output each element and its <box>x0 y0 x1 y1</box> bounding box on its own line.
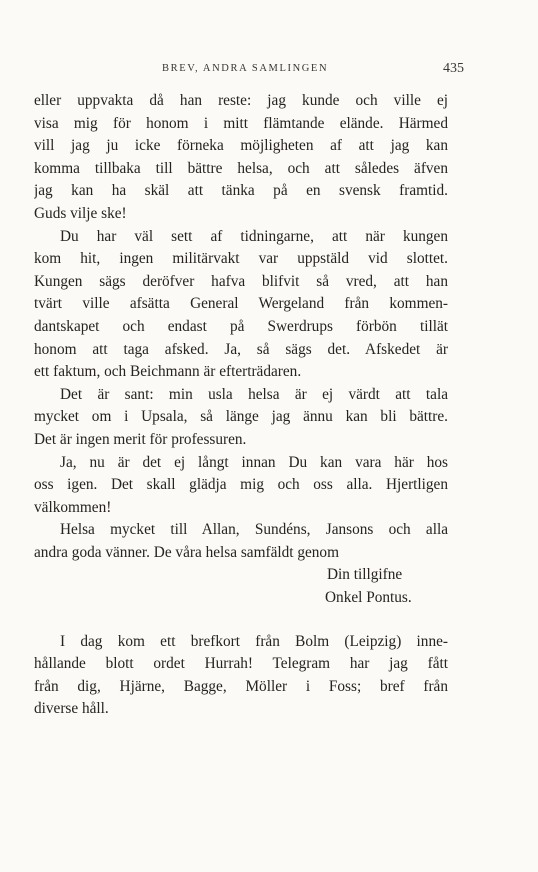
page-number: 435 <box>443 61 464 76</box>
letter-body <box>34 90 448 721</box>
text-line: Guds vilje ske! <box>34 204 127 222</box>
text-line: ett faktum, och Beichmann är efterträdaren. <box>34 363 302 381</box>
text-line: Kungen sägs deröfver hafva blifvit så vred, att han <box>34 272 448 290</box>
signature-name: Onkel Pontus. <box>325 589 412 607</box>
text-line: eller uppvakta då han reste: jag kunde och ville ej <box>34 92 448 109</box>
paragraph-gap <box>34 610 448 631</box>
text-line: jag kan ha skäl att tänka på en svensk framtid. <box>34 182 448 200</box>
text-line: visa mig för honom i mitt flämtande elände. Härmed <box>34 114 448 132</box>
postscript-line: I dag kom ett brefkort från Bolm (Leipzig) inne- <box>60 632 448 650</box>
text-line: Helsa mycket till Allan, Sundéns, Jansons och alla <box>60 521 448 539</box>
text-line: Ja, nu är det ej långt innan Du kan vara här hos <box>60 453 448 471</box>
running-head <box>0 63 538 79</box>
text-line: dantskapet och endast på Swerdrups förbön tillät <box>34 317 448 335</box>
text-line: honom att taga afsked. Ja, så sägs det. Afskedet är <box>34 340 448 358</box>
text-line: kom hit, ingen militärvakt var uppstäld vid slottet. <box>34 250 448 268</box>
signature-closing: Din tillgifne <box>327 566 403 584</box>
text-line: välkommen! <box>34 498 112 516</box>
text-line: vill jag ju icke förneka möjligheten af att jag kan <box>34 137 448 155</box>
text-line: komma tillbaka till bättre helsa, och att således äfven <box>34 159 448 177</box>
text-line: Det är ingen merit för professuren. <box>34 430 247 448</box>
text-line: oss igen. Det skall glädja mig och oss alla. Hjertligen <box>34 476 448 494</box>
text-line: andra goda vänner. De våra helsa samfäldt genom <box>34 543 339 561</box>
text-line: mycket om i Upsala, så länge jag ännu kan bli bättre. <box>34 408 448 426</box>
text-line: Du har väl sett af tidningarne, att när kungen <box>60 227 448 245</box>
postscript-line: från dig, Hjärne, Bagge, Möller i Foss; bref från <box>34 677 448 695</box>
text-line: tvärt ville afsätta General Wergeland från kommen- <box>34 295 448 313</box>
postscript-line: hållande blott ordet Hurrah! Telegram har jag fått <box>34 655 448 673</box>
text-line: Det är sant: min usla helsa är ej värdt att tala <box>60 385 448 403</box>
header-title: BREV, ANDRA SAMLINGEN <box>162 63 329 74</box>
postscript-line: diverse håll. <box>34 700 109 718</box>
